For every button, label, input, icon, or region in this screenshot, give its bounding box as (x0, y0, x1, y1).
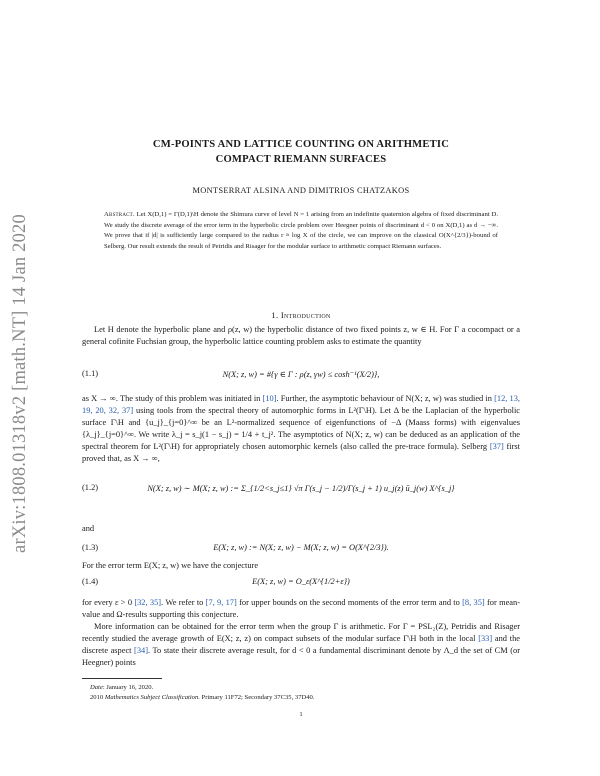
citation-link[interactable]: [34] (134, 646, 148, 655)
arxiv-identifier-sidebar (6, 168, 34, 598)
citation-link[interactable]: [10] (262, 394, 277, 403)
arxiv-identifier-text: arXiv:1808.01318v2 [math.NT] 14 Jan 2020 (9, 213, 30, 553)
citation-link[interactable]: [32, 35] (134, 598, 162, 607)
abstract-text: Let X(D,1) = Γ(D,1)\H denote the Shimura curve of level N = 1 arising from an indefinite quaternion algebra of fixed discriminant D. We study the discrete average of the error term in the hyperbolic circle problem over Heegner points of discriminant d < 0 on X(D,1) as d → −∞. We prove that if |d| is sufficiently large compared to the radius r ≈ log X of the circle, we can improve on the classical O(X^{2/3})-bound of Selberg. Our result extends the result of Petridis and Risager for the modular surface to arithmetic compact Riemann surfaces. (104, 211, 498, 250)
footnote-rule (82, 678, 162, 679)
citation-link[interactable]: [7, 9, 17] (205, 598, 237, 607)
equation-number: (1.3) (82, 543, 99, 552)
page-number: 1 (299, 711, 303, 718)
citation-link[interactable]: [8, 35] (462, 598, 485, 607)
and-word: and (82, 524, 95, 533)
section-heading-introduction: 1. Introduction (271, 310, 331, 320)
equation-1-1 (82, 369, 520, 385)
intro-paragraph-2: as X → ∞. The study of this problem was initiated in [10]. Further, the asymptotic behaviour of N(X; z, w) was studied in [12, 13, 19, 20, 32, 37] using tools from the spectral theory of automorphic forms in L²(Γ\H). Let Δ be the Laplacian of the hyperbolic surface Γ\H and {u_j}_{j=0}^∞ be an L²-normalized sequence of eigenfunctions of −Δ (Maass forms) with eigenvalues {λ_j}_{j=0}^∞. We write λ_j = s_j(1 − s_j) = 1/4 + t_j². The asymptotics of N(X; z, w) can be deduced as an application of the spectral theorem for L²(Γ\H) for appropriately chosen automorphic kernels (also called the pre-trace formula). Selberg [37] first proved that, as X → ∞, (82, 394, 521, 463)
equation-1-2 (82, 483, 520, 499)
citation-link[interactable]: [37] (489, 442, 504, 451)
footnote-date: Date: January 16, 2020. (90, 684, 154, 691)
equation-number: (1.2) (82, 483, 99, 492)
abstract (104, 210, 498, 252)
abstract-label: Abstract. (104, 211, 135, 218)
equation-body: N(X; z, w) ∼ M(X; z, w) := Σ_{1/2<s_j≤1} √π Γ(s_j − 1/2)/Γ(s_j + 1) u_j(z) ū_j(w) X^{s_j} (147, 484, 455, 493)
equation-body: E(X; z, w) = O_ε(X^{1/2+ε}) (252, 577, 350, 586)
intro-paragraph-5: More information can be obtained for the error term when the group Γ is arithmetic. For Γ = PSL₂(Z), Petridis and Risager recently studied the average growth of E(X; z, z) on compact subsets of the modular surface Γ\H both in the local [33] and the discrete aspect [34]. To state their discrete average result, for d < 0 a fundamental discriminant denote by Λ_d the set of CM (or Heegner) points (82, 622, 520, 667)
equation-1-3 (82, 543, 520, 559)
intro-paragraph-4: for every ε > 0 [32, 35]. We refer to [7, 9, 17] for upper bounds on the second moments of the error term and to [8, 35] for mean-value and Ω-results supporting this conjecture. (82, 598, 520, 619)
citation-link[interactable]: [12, 13, 19, 20, 32, 37] (82, 394, 521, 415)
equation-1-4 (82, 577, 520, 593)
equation-number: (1.1) (82, 369, 99, 378)
paper-authors: MONTSERRAT ALSINA AND DIMITRIOS CHATZAKOS (192, 186, 410, 195)
equation-body: N(X; z, w) = #{γ ∈ Γ : ρ(z, γw) ≤ cosh⁻¹(X/2)}, (222, 370, 380, 379)
equation-body: E(X; z, w) := N(X; z, w) − M(X; z, w) = O(X^{2/3}). (213, 543, 389, 552)
equation-number: (1.4) (82, 577, 99, 586)
paper-title: CM-POINTS AND LATTICE COUNTING ON ARITHMETIC COMPACT RIEMANN SURFACES (152, 139, 450, 165)
intro-paragraph-3: For the error term E(X; z, w) we have the conjecture (82, 561, 259, 570)
citation-link[interactable]: [33] (478, 634, 493, 643)
footnote-msc: 2010 Mathematics Subject Classification. Primary 11F72; Secondary 37C35, 37D40. (90, 694, 315, 701)
intro-paragraph-1: Let H denote the hyperbolic plane and ρ(z, w) the hyperbolic distance of two fixed points z, w ∈ H. For Γ a cocompact or a general cofinite Fuchsian group, the hyperbolic lattice counting problem asks to estimate the quantity (82, 325, 520, 346)
